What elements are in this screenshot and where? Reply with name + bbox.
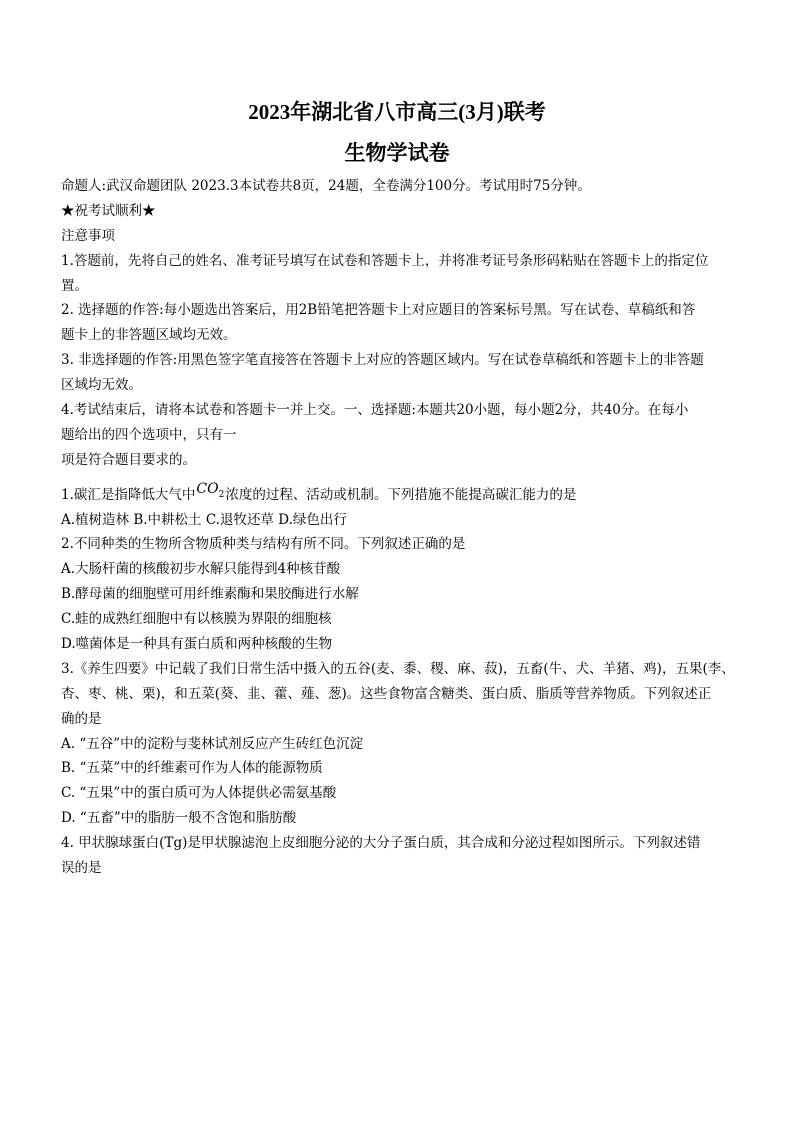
question-3-stem-end: 确的是 [61, 710, 102, 727]
question-3-option-a: A. “五谷”中的淀粉与斐林试剂反应产生砖红色沉淀 [61, 735, 364, 752]
header-info-line: 命题人:武汉命题团队 2023.3本试卷共8页，24题，全卷满分100分。考试用时75分钟。 [61, 178, 591, 194]
exam-body [61, 174, 741, 881]
question-3-option-d: D. “五畜”中的脂肪一般不含饱和脂肪酸 [61, 810, 297, 827]
question-2-stem: 2.不同种类的生物所含物质种类与结构有所不同。下列叙述正确的是 [61, 536, 466, 553]
exam-title: 2023年湖北省八市高三(3月)联考 [248, 100, 546, 124]
notice-item-3-cont: 区域均无效。 [61, 377, 142, 394]
question-2-option-d: D.噬菌体是一种具有蛋白质和两种核酸的生物 [61, 636, 333, 653]
notice-heading: 注意事项 [61, 227, 115, 244]
question-3-option-c: C. “五果”中的蛋白质可为人体提供必需氨基酸 [61, 785, 337, 802]
question-3-stem: 3.《养生四要》中记载了我们日常生活中摄入的五谷(麦、黍、稷、麻、菽)，五畜(牛、犬、羊猪、鸡)，五果(李、 [61, 660, 735, 677]
co2-formula: $CO_2$ [196, 480, 225, 500]
section-intro: 题给出的四个选项中，只有一 [61, 426, 237, 443]
section-intro-cont: 项是符合题目要求的。 [61, 451, 196, 468]
notice-item-4: 4.考试结束后，请将本试卷和答题卡一并上交。一、选择题:本题共20小题，每小题2分，共40分。在每小 [61, 402, 689, 419]
notice-item-3: 3. 非选择题的作答:用黑色签字笔直接答在答题卡上对应的答题区域内。写在试卷草稿纸和答题卡上的非答题 [61, 352, 704, 369]
good-luck-line: ★祝考试顺利★ [61, 202, 156, 219]
question-4-stem: 4. 甲状腺球蛋白(Tg)是甲状腺滤泡上皮细胞分泌的大分子蛋白质，其合成和分泌过程如图所示。下列叙述错 [61, 835, 701, 852]
question-2-option-c: C.蛙的成熟红细胞中有以核膜为界限的细胞核 [61, 611, 332, 628]
q1-text-after: 浓度的过程、活动或机制。下列措施不能提高碳汇能力的是 [225, 486, 577, 503]
question-3-stem-cont: 杏、枣、桃、栗)，和五菜(葵、韭、藿、薤、葱)。这些食物富含糖类、蛋白质、脂质等营养物质。下列叙述正 [61, 685, 712, 702]
notice-item-1: 1.答题前，先将自己的姓名、准考证号填写在试卷和答题卡上，并将准考证号条形码粘贴在答题卡上的指定位 [61, 252, 709, 269]
question-2-option-a: A.大肠杆菌的核酸初步水解只能得到4种核苷酸 [61, 561, 341, 578]
question-1-options: A.植树造林 B.中耕松土 C.退牧还草 D.绿色出行 [61, 511, 347, 528]
notice-item-2-cont: 题卡上的非答题区域均无效。 [61, 327, 237, 344]
exam-subtitle: 生物学试卷 [344, 141, 450, 165]
notice-item-2: 2. 选择题的作答:每小题选出答案后，用2B铅笔把答题卡上对应题目的答案标号黑。写在试卷、草稿纸和答 [61, 302, 696, 319]
question-4-stem-cont: 误的是 [61, 860, 102, 877]
question-2-option-b: B.酵母菌的细胞壁可用纤维素酶和果胶酶进行水解 [61, 586, 359, 603]
q1-text-before: 1.碳汇是指降低大气中 [61, 486, 196, 503]
notice-item-1-cont: 置。 [61, 277, 88, 294]
question-1-stem [61, 480, 741, 508]
question-3-option-b: B. “五菜”中的纤维素可作为人体的能源物质 [61, 760, 323, 777]
